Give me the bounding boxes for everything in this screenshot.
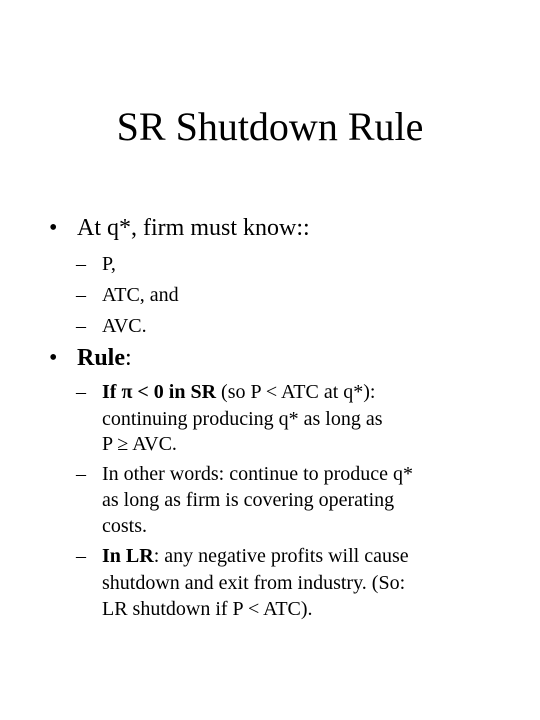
slide-title: SR Shutdown Rule [116, 104, 424, 149]
rule-item-bold-lead: If π < 0 in SR [102, 381, 217, 403]
bullet-text: At q*, firm must know:: [77, 215, 310, 241]
rule-label: Rule [77, 345, 125, 371]
rule-item-line [102, 380, 375, 404]
dash-marker: – [76, 545, 86, 567]
rule-item-bold-lead: In LR [102, 545, 154, 567]
rule-item-line [102, 544, 409, 568]
rule-item-line: P ≥ AVC. [102, 433, 177, 455]
bullet-marker: • [49, 215, 58, 241]
rule-item-rest: (so P < ATC at q*): [216, 381, 376, 403]
rule-item-line: costs. [102, 515, 147, 537]
dash-marker: – [76, 381, 86, 403]
bullet-text [77, 344, 132, 372]
rule-item-line: continuing producing q* as long as [102, 408, 383, 430]
rule-item-line: as long as firm is covering operating [102, 489, 395, 511]
rule-item-line: In other words: continue to produce q* [102, 463, 414, 485]
subitem-text: P, [102, 253, 116, 275]
rule-item-rest: : any negative profits will cause [153, 545, 409, 567]
rule-label-suffix: : [125, 345, 132, 371]
bullet-marker: • [49, 345, 58, 371]
dash-marker: – [76, 253, 86, 275]
dash-marker: – [76, 284, 86, 306]
dash-marker: – [76, 315, 86, 337]
rule-item-line: shutdown and exit from industry. (So: [102, 572, 406, 594]
subitem-text: ATC, and [102, 284, 179, 306]
rule-item-line: LR shutdown if P < ATC). [102, 598, 313, 620]
dash-marker: – [76, 463, 86, 485]
subitem-text: AVC. [102, 315, 147, 337]
